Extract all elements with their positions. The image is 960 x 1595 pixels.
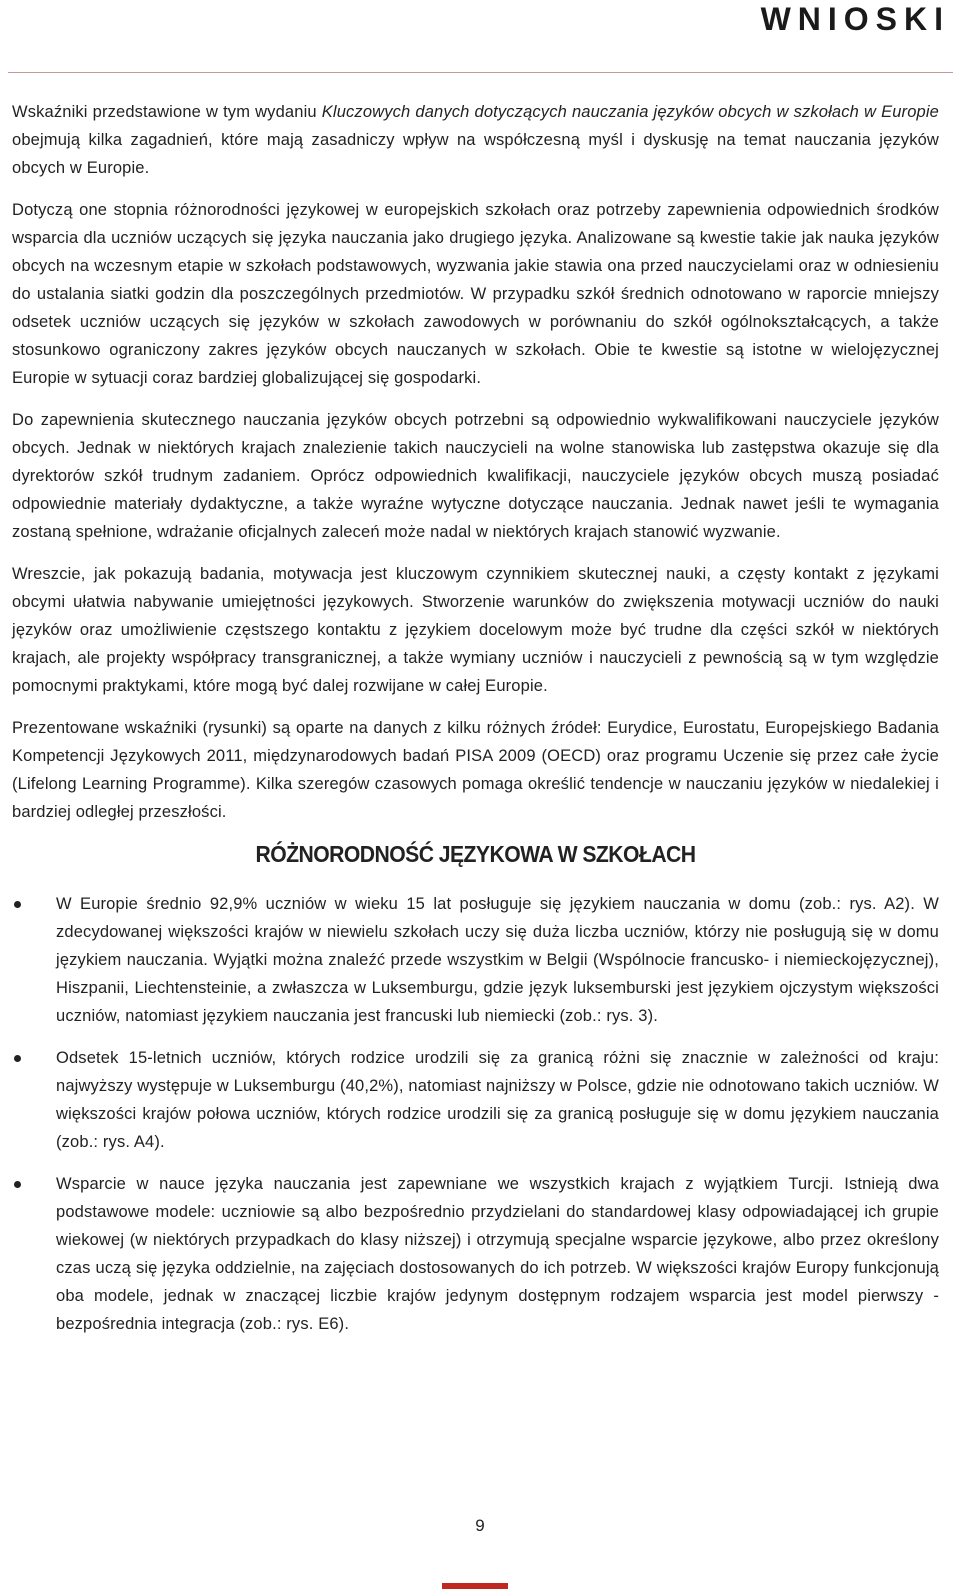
bullet-icon xyxy=(14,901,21,908)
intro-text: Wskaźniki przedstawione w tym wydaniu xyxy=(12,103,322,121)
bullet-list xyxy=(12,890,939,1338)
list-item xyxy=(12,1170,939,1338)
list-item-text: Wsparcie w nauce języka nauczania jest zapewniane we wszystkich krajach z wyjątkiem Turcji. Istnieją dwa podstawowe modele: uczniowie są albo bezpośrednio przydzielani do standardowej klasy odpowiadającej ich grupie wiekowej (w niektórych przypadkach do klasy niższej) i otrzymują specjalne wsparcie językowe, albo przez określony czas uczą się języka oddzielnie, na zajęciach dostosowanych do ich potrzeb. W większości krajów Europy funkcjonują oba modele, jednak w znaczącej liczbie krajów jedynym dostępnym rodzajem wsparcia jest model pierwszy - bezpośrednia integracja (zob.: rys. E6). xyxy=(56,1175,939,1333)
page-accent-bar xyxy=(442,1583,508,1589)
document-body xyxy=(12,98,939,1352)
page-title: WNIOSKI xyxy=(760,1,950,37)
paragraph: Prezentowane wskaźniki (rysunki) są oparte na danych z kilku różnych źródeł: Eurydice, Eurostatu, Europejskiego Badania Kompetencji Językowych 2011, międzynarodowych badań PISA 2009 (OECD) oraz programu Uczenie się przez całe życie (Lifelong Learning Programme). Kilka szeregów czasowych pomaga określić tendencje w nauczaniu języków w niedalekiej i bardziej odległej przeszłości. xyxy=(12,719,939,821)
list-item xyxy=(12,1044,939,1156)
title-divider xyxy=(8,72,953,73)
list-item-text: W Europie średnio 92,9% uczniów w wieku 15 lat posługuje się językiem nauczania w domu (zob.: rys. A2). W zdecydowanej większości krajów w niewielu szkołach uczy się duża liczba uczniów, którzy nie posługują się w domu językiem nauczania. Wyjątki można znaleźć przede wszystkim w Belgii (Wspólnocie francusko- i niemieckojęzycznej), Hiszpanii, Liechtensteinie, a zwłaszcza w Luksemburgu, gdzie język luksemburski jest językiem ojczystym większości uczniów, natomiast językiem nauczania jest francuski lub niemiecki (zob.: rys. 3). xyxy=(56,895,939,1025)
page-number: 9 xyxy=(475,1516,485,1535)
bullet-icon xyxy=(14,1181,21,1188)
section-heading: RÓŻNORODNOŚĆ JĘZYKOWA W SZKOŁACH xyxy=(255,841,696,867)
list-item-text: Odsetek 15-letnich uczniów, których rodzice urodzili się za granicą różni się znacznie w zależności od kraju: najwyższy występuje w Luksemburgu (40,2%), natomiast najniższy w Polsce, gdzie nie odnotowano takich uczniów. W większości krajów połowa uczniów, których rodzice urodzili się za granicą posługuje się w domu językiem nauczania (zob.: rys. A4). xyxy=(56,1049,939,1151)
paragraph: Do zapewnienia skutecznego nauczania języków obcych potrzebni są odpowiednio wykwalifikowani nauczyciele języków obcych. Jednak w niektórych krajach znalezienie takich nauczycieli na wolne stanowiska lub zastępstwa okazuje się dla dyrektorów szkół trudnym zadaniem. Oprócz odpowiednich kwalifikacji, nauczyciele języków obcych muszą posiadać odpowiednie materiały dydaktyczne, a także wyraźne wytyczne dotyczące nauczania. Jednak nawet jeśli te wymagania zostaną spełnione, wdrażanie oficjalnych zaleceń może nadal w niektórych krajach stanowić wyzwanie. xyxy=(12,411,939,541)
bullet-icon xyxy=(14,1055,21,1062)
publication-title: Kluczowych danych dotyczących nauczania języków obcych w szkołach w Europie xyxy=(321,103,939,121)
paragraph: Dotyczą one stopnia różnorodności językowej w europejskich szkołach oraz potrzeby zapewnienia odpowiednich środków wsparcia dla uczniów uczących się języka nauczania jako drugiego języka. Analizowane są kwestie takie jak nauka języków obcych na wczesnym etapie w szkołach podstawowych, wyzwania jakie stawia ona przed nauczycielami oraz w odniesieniu do ustalania siatki godzin dla poszczególnych przedmiotów. W przypadku szkół średnich odnotowano w raporcie mniejszy odsetek uczniów uczących się języków w szkołach zawodowych w porównaniu do szkół ogólnokształcących, a także stosunkowo ograniczony zakres języków obcych nauczanych w szkołach. Obie te kwestie są istotne w wielojęzycznej Europie w sytuacji coraz bardziej globalizującej się gospodarki. xyxy=(12,201,939,387)
paragraph: Wreszcie, jak pokazują badania, motywacja jest kluczowym czynnikiem skutecznej nauki, a częsty kontakt z językami obcymi ułatwia nabywanie umiejętności językowych. Stworzenie warunków do zwiększenia motywacji uczniów do nauki języków oraz umożliwienie częstszego kontaktu z językiem docelowym może być trudne dla części szkół w niektórych krajach, ale projekty współpracy transgranicznej, a także wymiany uczniów i nauczycieli z pewnością są w tym względzie pomocnymi praktykami, które mogą być dalej rozwijane w całej Europie. xyxy=(12,565,939,695)
list-item xyxy=(12,890,939,1030)
intro-text-rest: obejmują kilka zagadnień, które mają zasadniczy wpływ na współczesną myśl i dyskusję na temat nauczania języków obcych w Europie. xyxy=(12,131,939,177)
intro-paragraph xyxy=(12,98,939,182)
